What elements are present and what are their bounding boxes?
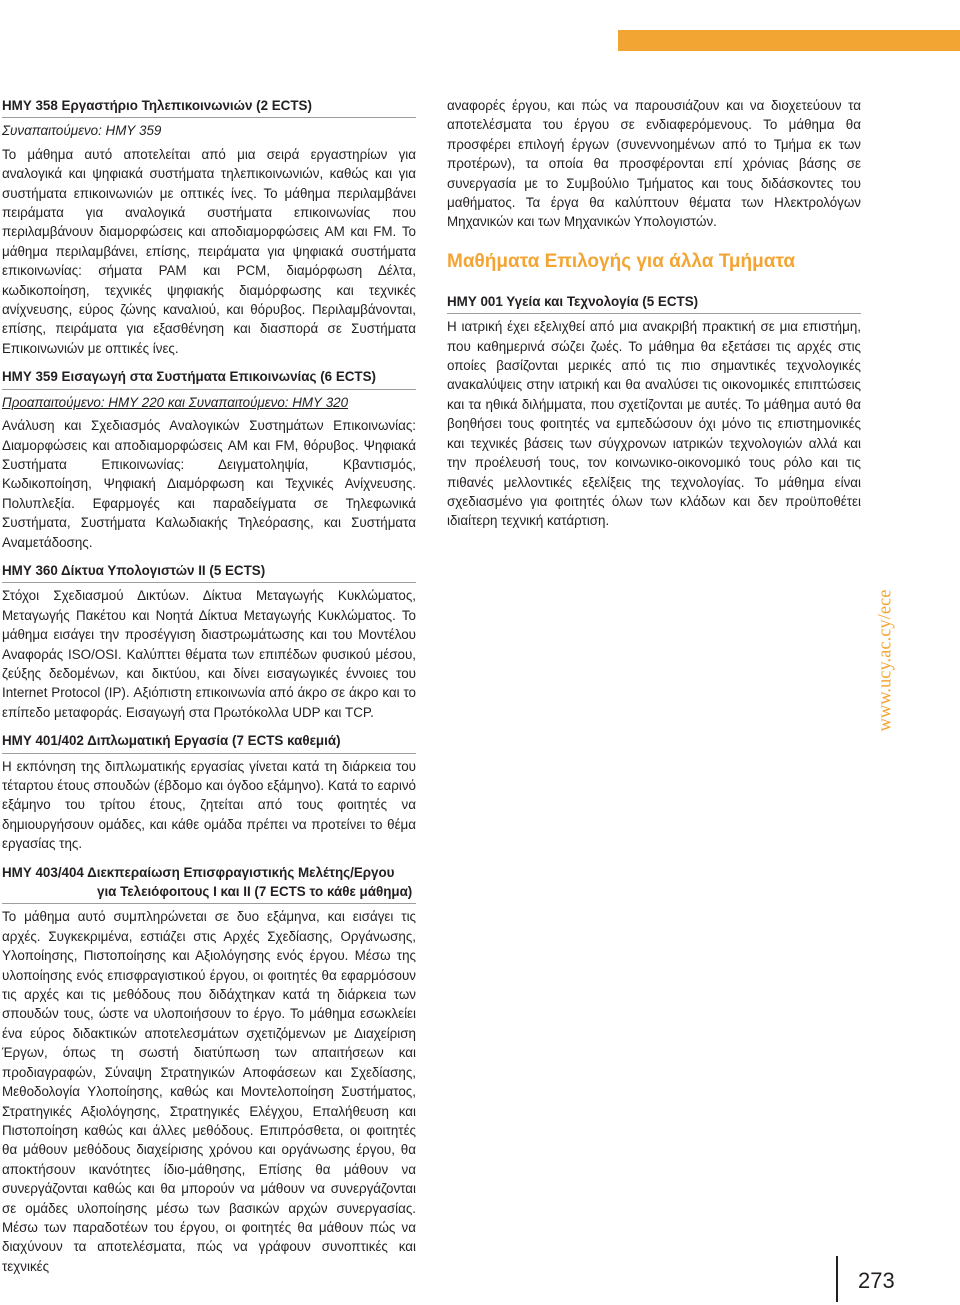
course-description: Στόχοι Σχεδιασμού Δικτύων. Δίκτυα Μεταγωγής Κυκλώματος, Μεταγωγής Πακέτου και Νοητά Δίκτυα Μεταγωγής Κυκλώματος. Το μάθημα εισάγει την προσέγγιση διαστρωμάτωσης και του Μοντέλου Αναφοράς ISO/OSI. Καλύπτει θέματα των επιπέδων φυσικού μέσου, ζεύξης δεδομένων, και δικτύου, και δίνει εισαγωγικές έννοιες του Internet Protocol (IP). Αξιόπιστη επικοινωνία από άκρο σε άκρο και το επίπεδο μεταφοράς. Εισαγωγή στα Πρωτόκολλα UDP και TCP. [2, 588, 416, 720]
course-title: ΗΜΥ 360 Δίκτυα Υπολογιστών ΙΙ (5 ECTS) [2, 561, 416, 583]
course-requirement: Προαπαιτούμενο: ΗΜΥ 220 και Συναπαιτούμενο: ΗΜΥ 320 [2, 394, 349, 410]
course-description: Η εκπόνηση της διπλωματικής εργασίας γίνεται κατά τη διάρκεια του τέταρτου έτους σπουδών (έβδομο και όγδοο εξάμηνο). Κατά το εαρινό εξάμηνο του τρίτου έτους, ζητείται από τους φοιτητές να δημιουργήσουν ομάδες, και κάθε ομάδα πρέπει να προτείνει το θέμα εργασίας της. [2, 758, 416, 852]
course-title [2, 863, 416, 905]
section-title: Μαθήματα Επιλογής για άλλα Τμήματα [447, 250, 796, 272]
course-title: ΗΜΥ 359 Εισαγωγή στα Συστήματα Επικοινωνίας (6 ECTS) [2, 367, 416, 389]
course-hmy403 [2, 863, 416, 1277]
course-hmy358 [2, 96, 416, 358]
course-title: ΗΜΥ 401/402 Διπλωματική Εργασία (7 ECTS καθεμιά) [2, 731, 416, 753]
right-column [447, 96, 861, 540]
course-description: Το μάθημα αυτό αποτελείται από μια σειρά εργαστηρίων για αναλογικά και ψηφιακά συστήματα τηλεπικοινωνιών, καθώς και για συστήματα επικοινωνιών με οπτικές ίνες. Το μάθημα περιλαμβάνει πειράματα για αναλογικά συστήματα επικοινωνίας που περιλαμβάνουν διαμορφώσεις και αποδιαμορφώσεις AM και FM. Το μάθημα περιλαμβάνει, επίσης, πειράματα για ψηφιακά συστήματα επικοινωνίας: σήματα PAM και PCM, διαμόρφωση Δέλτα, κωδικοποίηση, τεχνικές ψηφιακής διαμόρφωσης και τεχνικές ανίχνευσης, εύρος ζώνης καναλιού, και θόρυβος. Περιλαμβάνονται, επίσης, πειράματα για εξασθένηση και διασπορά σε Συστήματα Επικοινωνιών με οπτικές ίνες. [2, 146, 416, 356]
side-url [868, 585, 904, 735]
left-column [2, 96, 416, 1285]
side-url-text: www.ucy.ac.cy/ece [875, 589, 896, 731]
course-title-line-1: ΗΜΥ 403/404 Διεκπεραίωση Επισφραγιστικής Μελέτης/Εργου [2, 864, 395, 880]
course-title-line-2: για Τελειόφοιτους Ι και ΙΙ (7 ECTS το κάθε μάθημα) [97, 884, 413, 900]
course-title: ΗΜΥ 358 Εργαστήριο Τηλεπικοινωνιών (2 ECTS) [2, 96, 416, 118]
course-hmy001 [447, 292, 861, 531]
course-hmy401 [2, 731, 416, 853]
page-number: 273 [858, 1268, 895, 1293]
top-accent-bar [618, 30, 960, 51]
course-hmy359 [2, 367, 416, 552]
course-title: ΗΜΥ 001 Υγεία και Τεχνολογία (5 ECTS) [447, 292, 861, 314]
course-requirement: Συναπαιτούμενο: ΗΜΥ 359 [2, 123, 162, 139]
page-number-rule [836, 1256, 838, 1302]
continuation-text: αναφορές έργου, και πώς να παρουσιάζουν και να διοχετεύουν τα αποτελέσματα του έργου σε ενδιαφερόμενους. Το μάθημα θα προσφέρει επιλογή έργων (συνεννοημένων από το Τμήμα εκ των προτέρων), τα οποία θα προσφέρονται επί χρόνιας βάσης σε συνεργασία με το Συμβούλιο Τμήματος και τους διδάσκοντες του μαθήματος. Τα έργα θα καλύπτουν θέματα των Ηλεκτρολόγων Μηχανικών και των Μηχανικών Υπολογιστών. [447, 98, 861, 230]
course-hmy360 [2, 561, 416, 722]
course-description: Η ιατρική έχει εξελιχθεί από μια ανακριβή πρακτική σε μια επιστήμη, που καθημερινά σώζει ζωές. Το μάθημα θα εξετάσει τις αρχές στις οποίες βασίζονται μερικές από τις πιο σημαντικές τεχνολογικές ανακαλύψεις στην ιατρική και θα αναλύσει τις οικονομικές επιπτώσεις και τα ηθικά διλήμματα, που σχετίζονται με αυτές. Το μάθημα αυτό θα βοηθήσει τους φοιτητές να εμπεδώσουν όχι μόνο τις επιστημονικές και τεχνικές βάσεις των σύγχρονων ιατρικών τεχνολογιών αλλά και την προέλευσή τους, τον κοινωνικο-οικονομικό τους ρόλο και τις πιθανές μελλοντικές εξελίξεις της τεχνολογίας. Το μάθημα είναι σχεδιασμένο για φοιτητές όλων των κλάδων και δεν προϋποθέτει ιδιαίτερη τεχνική κατάρτιση. [447, 319, 861, 529]
course-description: Ανάλυση και Σχεδιασμός Αναλογικών Συστημάτων Επικοινωνίας: Διαμορφώσεις και αποδιαμορφώσεις AM και FM, θόρυβος. Ψηφιακά Συστήματα Επικοινωνίας: Δειγματοληψία, Κβαντισμός, Κωδικοποίηση, Ψηφιακή Διαμόρφωση και Τεχνικές Ανίχνευσης. Πολυπλεξία. Εφαρμογές και παραδείγματα σε Τηλεφωνικά Συστήματα, Συστήματα Καλωδιακής Τηλεόρασης, και Συστήματα Αναμετάδοσης. [2, 418, 416, 550]
course-description: Το μάθημα αυτό συμπληρώνεται σε δυο εξάμηνα, και εισάγει τις αρχές. Συγκεκριμένα, εστιάζει στις Αρχές Σχεδίασης, Οργάνωσης, Υλοποίησης, Πιστοποίησης και Αξιολόγησης ενός έργου. Μέσω της υλοποίησης ενός επισφραγιστικού έργου, οι φοιτητές θα εφαρμόσουν τις αρχές και τις μεθόδους που διδάχτηκαν κατά τη διάρκεια των σπουδών τους, ώστε να υλοποιήσουν το έργο. Το μάθημα εσωκλείει ένα εύρος διδακτικών αποτελεσμάτων σχετιζόμενων με Διαχείριση Έργων, όπως τη σωστή διατύπωση των απαιτήσεων και προδιαγραφών, Σύναψη Στρατηγικών Αποφάσεων και Σχεδίασης, Μεθοδολογία Υλοποίησης, καθώς και Μοντελοποίηση Συστήματος, Στρατηγικές Αξιολόγησης, Στρατηγικές Ελέγχου, Επαλήθευση και Πιστοποίηση καθώς και άλλες μεθόδους. Επιπρόσθετα, οι φοιτητές θα μάθουν μεθόδους διαχείρισης χρόνου και οργάνωσης έργου, θα αποκτήσουν ικανότητες ίδιο-μάθησης, Επίσης θα μάθουν να συνεργάζονται καθώς και θα μπορούν να μάθουν να συνεργάζονται σε ομάδες υλοποίησης μέσω των βασικών αρχών συνεργασίας. Μέσω των παραδοτέων του έργου, οι φοιτητές θα μάθουν πώς να διαχύνουν τα αποτελέσματα, πώς να γράφουν συνοπτικές και τεχνικές [2, 909, 416, 1274]
